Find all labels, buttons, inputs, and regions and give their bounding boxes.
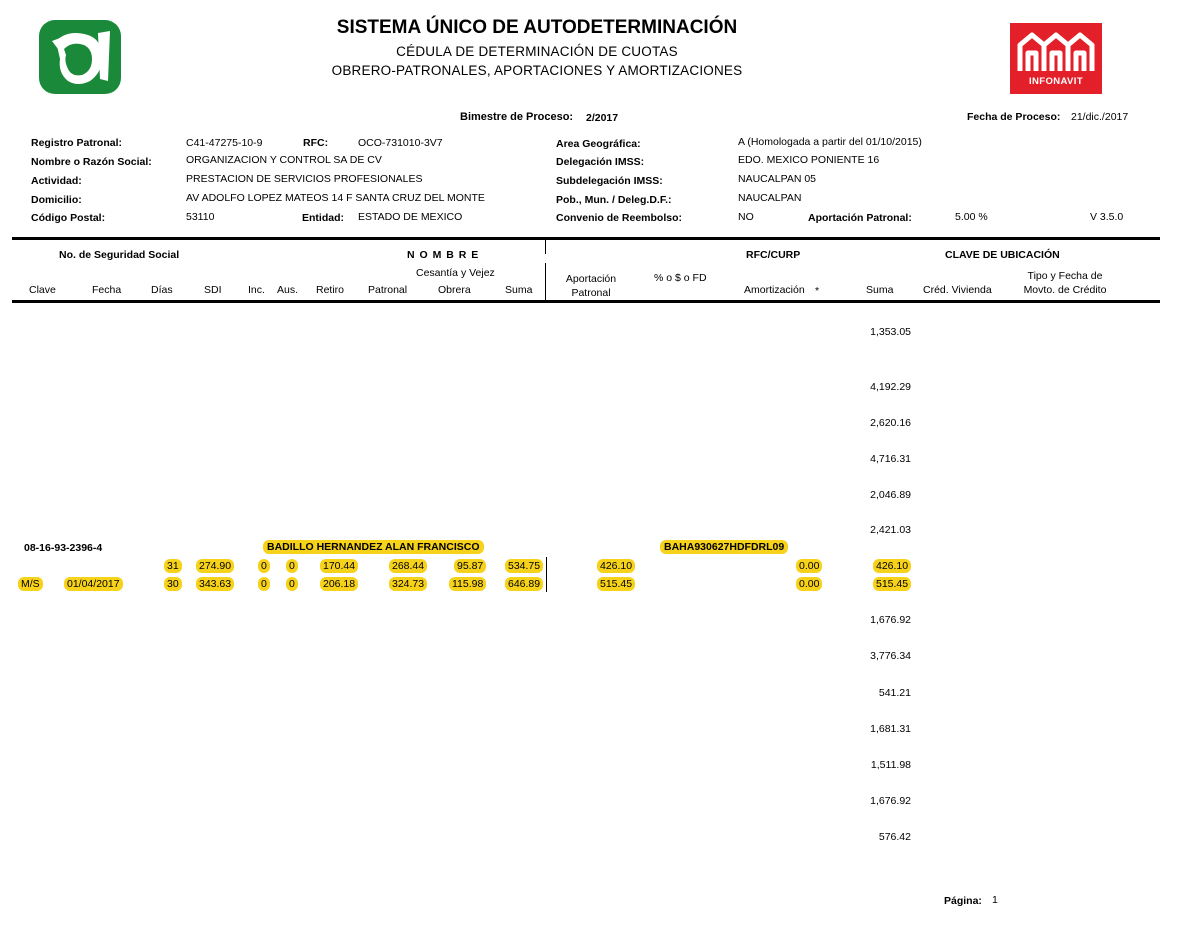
version-label: V 3.5.0 [1090,211,1124,223]
col-retiro: Retiro [316,284,345,296]
bimestre-label: Bimestre de Proceso: [460,111,574,123]
row1-patronal: 268.44 [389,559,427,573]
col-aportacion: Aportación [565,273,617,285]
col-rfc-curp: RFC/CURP [746,249,801,261]
row2-suma2: 515.45 [873,577,911,591]
col-patronal: Patronal [368,284,408,296]
sum-value: 1,676.92 [870,614,911,626]
row1-aportacion: 426.10 [597,559,635,573]
col-amortizacion: Amortización [744,284,805,296]
col-movto-credito: Movto. de Crédito [1023,284,1107,296]
row2-amortizacion: 0.00 [796,577,822,591]
page-subtitle-1: CÉDULA DE DETERMINACIÓN DE CUOTAS [396,44,678,59]
col-cesantia: Cesantía y Vejez [416,267,495,279]
col-aportacion-patronal: Patronal [571,287,611,299]
pob-value: NAUCALPAN [738,192,802,204]
actividad-value: PRESTACION DE SERVICIOS PROFESIONALES [186,173,423,185]
row2-patronal: 324.73 [389,577,427,591]
col-asterisk: * [815,285,820,297]
col-suma: Suma [505,284,533,296]
infonavit-logo-text: INFONAVIT [1028,76,1084,87]
nombre-value: ORGANIZACION Y CONTROL SA DE CV [186,154,382,166]
header-top-rule [12,237,1160,240]
row2-fecha: 01/04/2017 [64,577,123,591]
sum-value: 576.42 [878,831,911,843]
row2-aportacion: 515.45 [597,577,635,591]
row1-inc: 0 [258,559,270,573]
sum-value: 1,681.31 [870,723,911,735]
fecha-proceso-value: 21/dic./2017 [1071,111,1129,123]
row1-suma2: 426.10 [873,559,911,573]
row1-amortizacion: 0.00 [796,559,822,573]
worker-name: BADILLO HERNANDEZ ALAN FRANCISCO [263,540,484,554]
sum-value: 1,511.98 [870,759,911,771]
registro-label: Registro Patronal: [31,137,123,149]
convenio-value: NO [738,211,754,223]
domicilio-label: Domicilio: [31,194,82,206]
fecha-proceso-label: Fecha de Proceso: [967,111,1061,123]
sum-value: 3,776.34 [870,650,911,662]
bimestre-value: 2/2017 [586,112,619,124]
col-nss: No. de Seguridad Social [59,249,180,261]
delegacion-label: Delegación IMSS: [556,156,645,168]
aportacion-value: 5.00 % [955,211,988,223]
col-suma-2: Suma [866,284,894,296]
row2-dias: 30 [164,577,182,591]
sum-value: 2,620.16 [870,417,911,429]
col-clave-ubicacion: CLAVE DE UBICACIÓN [945,249,1060,261]
area-value: A (Homologada a partir del 01/10/2015) [738,136,922,148]
row1-aus: 0 [286,559,298,573]
entidad-value: ESTADO DE MEXICO [358,211,463,223]
sum-value: 4,716.31 [870,453,911,465]
col-porcentaje: % o $ o FD [654,272,707,284]
row2-clave: M/S [18,577,43,591]
domicilio-value: AV ADOLFO LOPEZ MATEOS 14 F SANTA CRUZ DEL MONTE [186,192,485,204]
imss-logo-icon [38,19,122,95]
page-subtitle-2: OBRERO-PATRONALES, APORTACIONES Y AMORTIZACIONES [331,63,743,78]
col-aus: Aus. [277,284,299,296]
col-obrera: Obrera [438,284,471,296]
cp-value: 53110 [186,211,215,223]
row1-retiro: 170.44 [320,559,358,573]
header-bottom-rule [12,300,1160,303]
row2-obrera: 115.98 [449,577,486,591]
page-title: SISTEMA ÚNICO DE AUTODETERMINACIÓN [336,17,738,38]
row1-suma: 534.75 [505,559,543,573]
sum-value: 2,421.03 [870,524,911,536]
sum-value: 2,046.89 [870,489,911,501]
pob-label: Pob., Mun. / Deleg.D.F.: [556,194,672,206]
col-nombre: N O M B R E [407,249,480,261]
col-inc: Inc. [248,284,265,296]
registro-value: C41-47275-10-9 [186,137,263,149]
infonavit-logo [1010,23,1102,94]
subdelegacion-value: NAUCALPAN 05 [738,173,817,185]
col-cred-vivienda: Créd. Vivienda [923,284,992,296]
rfc-label: RFC: [303,137,329,149]
worker-rfc-curp: BAHA930627HDFDRL09 [660,540,788,554]
row1-obrera: 95.87 [454,559,486,573]
subdelegacion-label: Subdelegación IMSS: [556,175,663,187]
delegacion-value: EDO. MEXICO PONIENTE 16 [738,154,880,166]
imss-logo [38,19,122,95]
entidad-label: Entidad: [302,212,344,224]
cp-label: Código Postal: [31,212,106,224]
sum-value: 541.21 [878,687,911,699]
col-fecha: Fecha [92,284,122,296]
sum-value: 1,353.05 [870,326,911,338]
row1-sdi: 274.90 [196,559,234,573]
convenio-label: Convenio de Reembolso: [556,212,683,224]
area-label: Area Geográfica: [556,138,641,150]
row1-dias: 31 [164,559,182,573]
nombre-label: Nombre o Razón Social: [31,156,152,168]
row2-retiro: 206.18 [320,577,358,591]
col-sdi: SDI [204,284,222,296]
row-divider [546,557,547,592]
actividad-label: Actividad: [31,175,82,187]
pagina-label: Página: [944,895,982,907]
worker-nss: 08-16-93-2396-4 [24,542,103,554]
row2-inc: 0 [258,577,270,591]
row2-suma: 646.89 [505,577,543,591]
row2-sdi: 343.63 [196,577,234,591]
sum-value: 1,676.92 [870,795,911,807]
col-clave: Clave [29,284,56,296]
col-tipo-fecha: Tipo y Fecha de [1027,270,1103,282]
sum-value: 4,192.29 [870,381,911,393]
aportacion-label: Aportación Patronal: [808,212,912,224]
col-dias: Días [151,284,173,296]
rfc-value: OCO-731010-3V7 [358,137,443,149]
header-divider-top [545,240,546,254]
row2-aus: 0 [286,577,298,591]
pagina-value: 1 [992,894,998,906]
header-divider-bottom [545,263,546,300]
